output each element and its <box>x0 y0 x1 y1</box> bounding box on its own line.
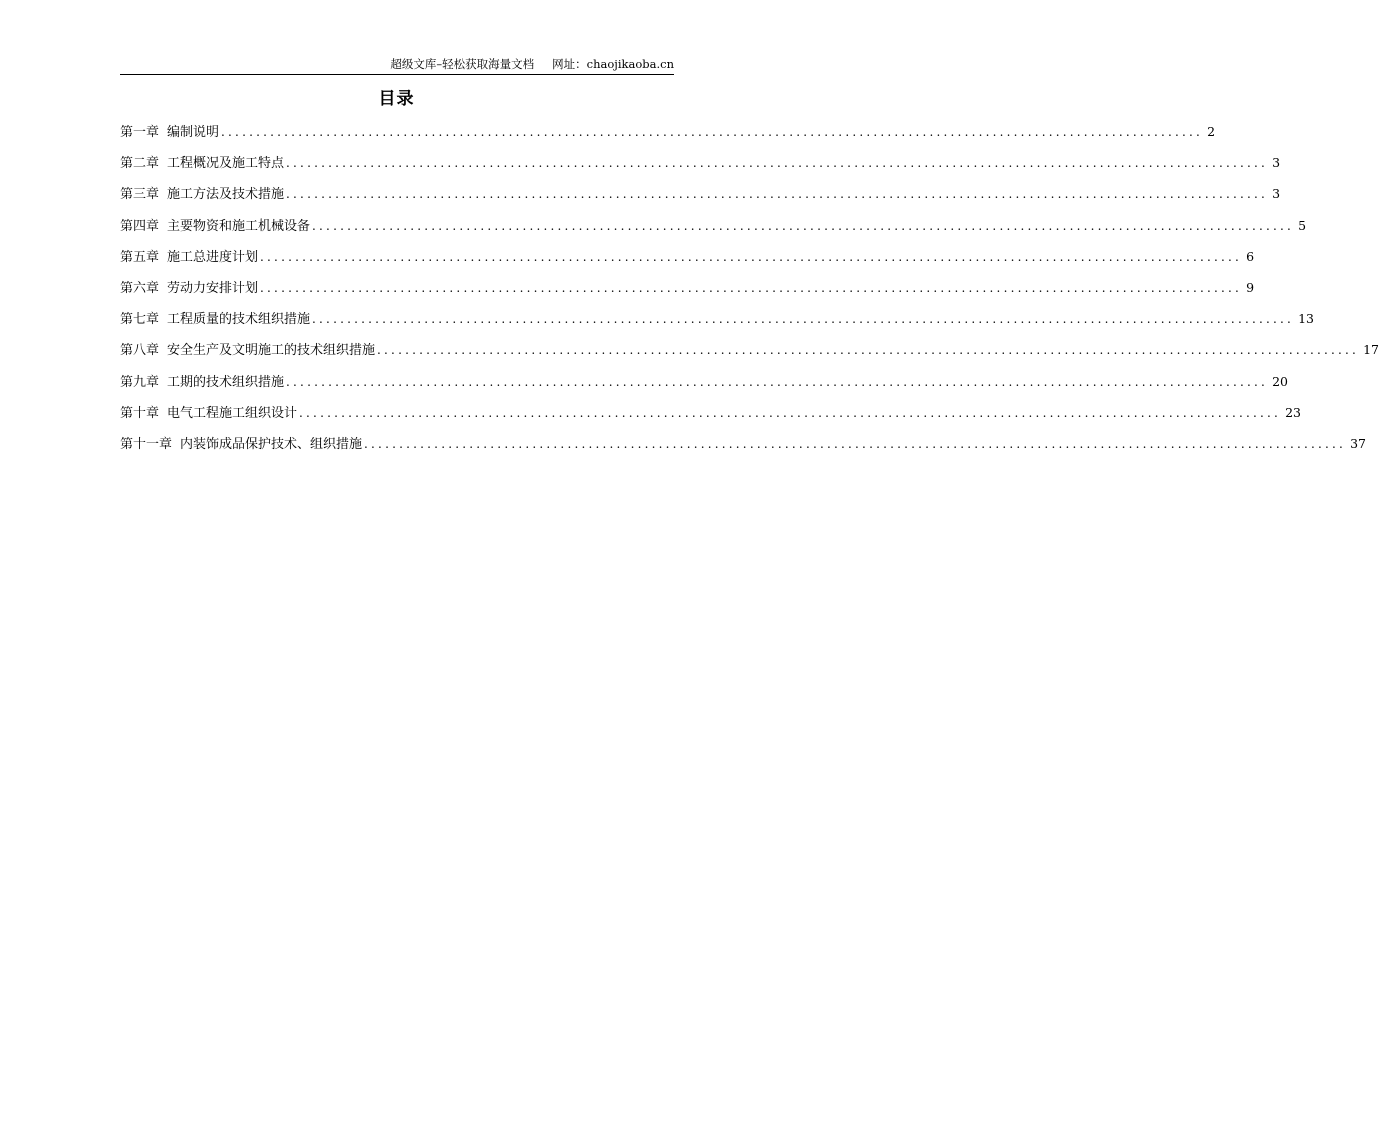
toc-chapter-number: 第五章 <box>120 249 160 265</box>
toc-chapter-number: 第六章 <box>120 280 160 296</box>
header-site-text: 超级文库–轻松获取海量文档 <box>390 57 535 71</box>
toc-page-number: 9 <box>1246 279 1255 295</box>
toc-chapter-number: 第十章 <box>120 405 160 421</box>
toc-page-number: 23 <box>1285 404 1301 420</box>
toc-chapter-number: 第十一章 <box>120 436 173 452</box>
toc-chapter-number: 第七章 <box>120 312 160 328</box>
toc-leader-dots: ............................................................................................................................................ <box>377 343 1360 358</box>
toc-leader-dots: ............................................................................................................................................ <box>364 436 1347 451</box>
toc-leader-dots: ............................................................................................................................................ <box>260 249 1243 264</box>
toc-page-number: 37 <box>1350 435 1366 451</box>
toc-page-number: 13 <box>1298 311 1314 327</box>
toc-entry[interactable] <box>120 245 1255 276</box>
header-url-text: 网址：chaojikaoba.cn <box>552 57 674 71</box>
toc-chapter-title: 编制说明 <box>167 125 220 140</box>
toc-entry[interactable] <box>120 401 1301 432</box>
toc-leader-dots: ............................................................................................................................................ <box>312 218 1295 233</box>
toc-page-number: 3 <box>1272 155 1281 171</box>
toc-leader-dots: ............................................................................................................................................ <box>221 125 1204 139</box>
toc-chapter-title: 内装饰成品保护技术、组织措施 <box>180 436 363 452</box>
toc-entry[interactable] <box>120 307 1314 338</box>
toc-chapter-number: 第一章 <box>120 125 160 140</box>
toc-page-number: 3 <box>1272 186 1281 202</box>
toc-chapter-number: 第九章 <box>120 374 160 390</box>
toc-page-number: 2 <box>1207 124 1216 139</box>
toc-chapter-number: 第二章 <box>120 156 160 172</box>
toc-chapter-title: 主要物资和施工机械设备 <box>167 218 311 234</box>
toc-leader-dots: ............................................................................................................................................ <box>312 312 1295 327</box>
toc-chapter-number: 第四章 <box>120 218 160 234</box>
toc-entry[interactable] <box>120 432 1366 463</box>
toc-entry[interactable] <box>120 182 1281 213</box>
toc-entry[interactable] <box>120 214 1307 245</box>
toc-chapter-number: 第三章 <box>120 187 160 203</box>
toc-chapter-title: 工程质量的技术组织措施 <box>167 312 311 328</box>
toc-entry[interactable] <box>120 370 1288 401</box>
toc-page-number: 20 <box>1272 373 1288 389</box>
page-title: 目录 <box>378 89 415 109</box>
toc-entry[interactable] <box>120 276 1255 307</box>
toc-chapter-title: 工期的技术组织措施 <box>167 374 285 390</box>
toc-chapter-title: 施工总进度计划 <box>167 249 259 265</box>
toc-entry[interactable] <box>120 151 1281 182</box>
toc-entry[interactable] <box>120 338 1379 369</box>
toc-chapter-title: 安全生产及文明施工的技术组织措施 <box>167 343 376 359</box>
page-header <box>120 56 674 75</box>
table-of-contents <box>120 120 1379 463</box>
toc-leader-dots: ............................................................................................................................................ <box>299 405 1282 420</box>
toc-leader-dots: ............................................................................................................................................ <box>260 280 1243 295</box>
toc-chapter-title: 施工方法及技术措施 <box>167 187 285 203</box>
toc-leader-dots: ............................................................................................................................................ <box>286 156 1269 171</box>
toc-entry[interactable] <box>120 120 1216 151</box>
toc-chapter-title: 劳动力安排计划 <box>167 280 259 296</box>
toc-page-number: 17 <box>1363 342 1379 358</box>
toc-page-number: 6 <box>1246 248 1255 264</box>
toc-page-number: 5 <box>1298 217 1307 233</box>
toc-chapter-number: 第八章 <box>120 343 160 359</box>
toc-leader-dots: ............................................................................................................................................ <box>286 374 1269 389</box>
toc-chapter-title: 工程概况及施工特点 <box>167 156 285 172</box>
toc-leader-dots: ............................................................................................................................................ <box>286 187 1269 202</box>
toc-chapter-title: 电气工程施工组织设计 <box>167 405 298 421</box>
